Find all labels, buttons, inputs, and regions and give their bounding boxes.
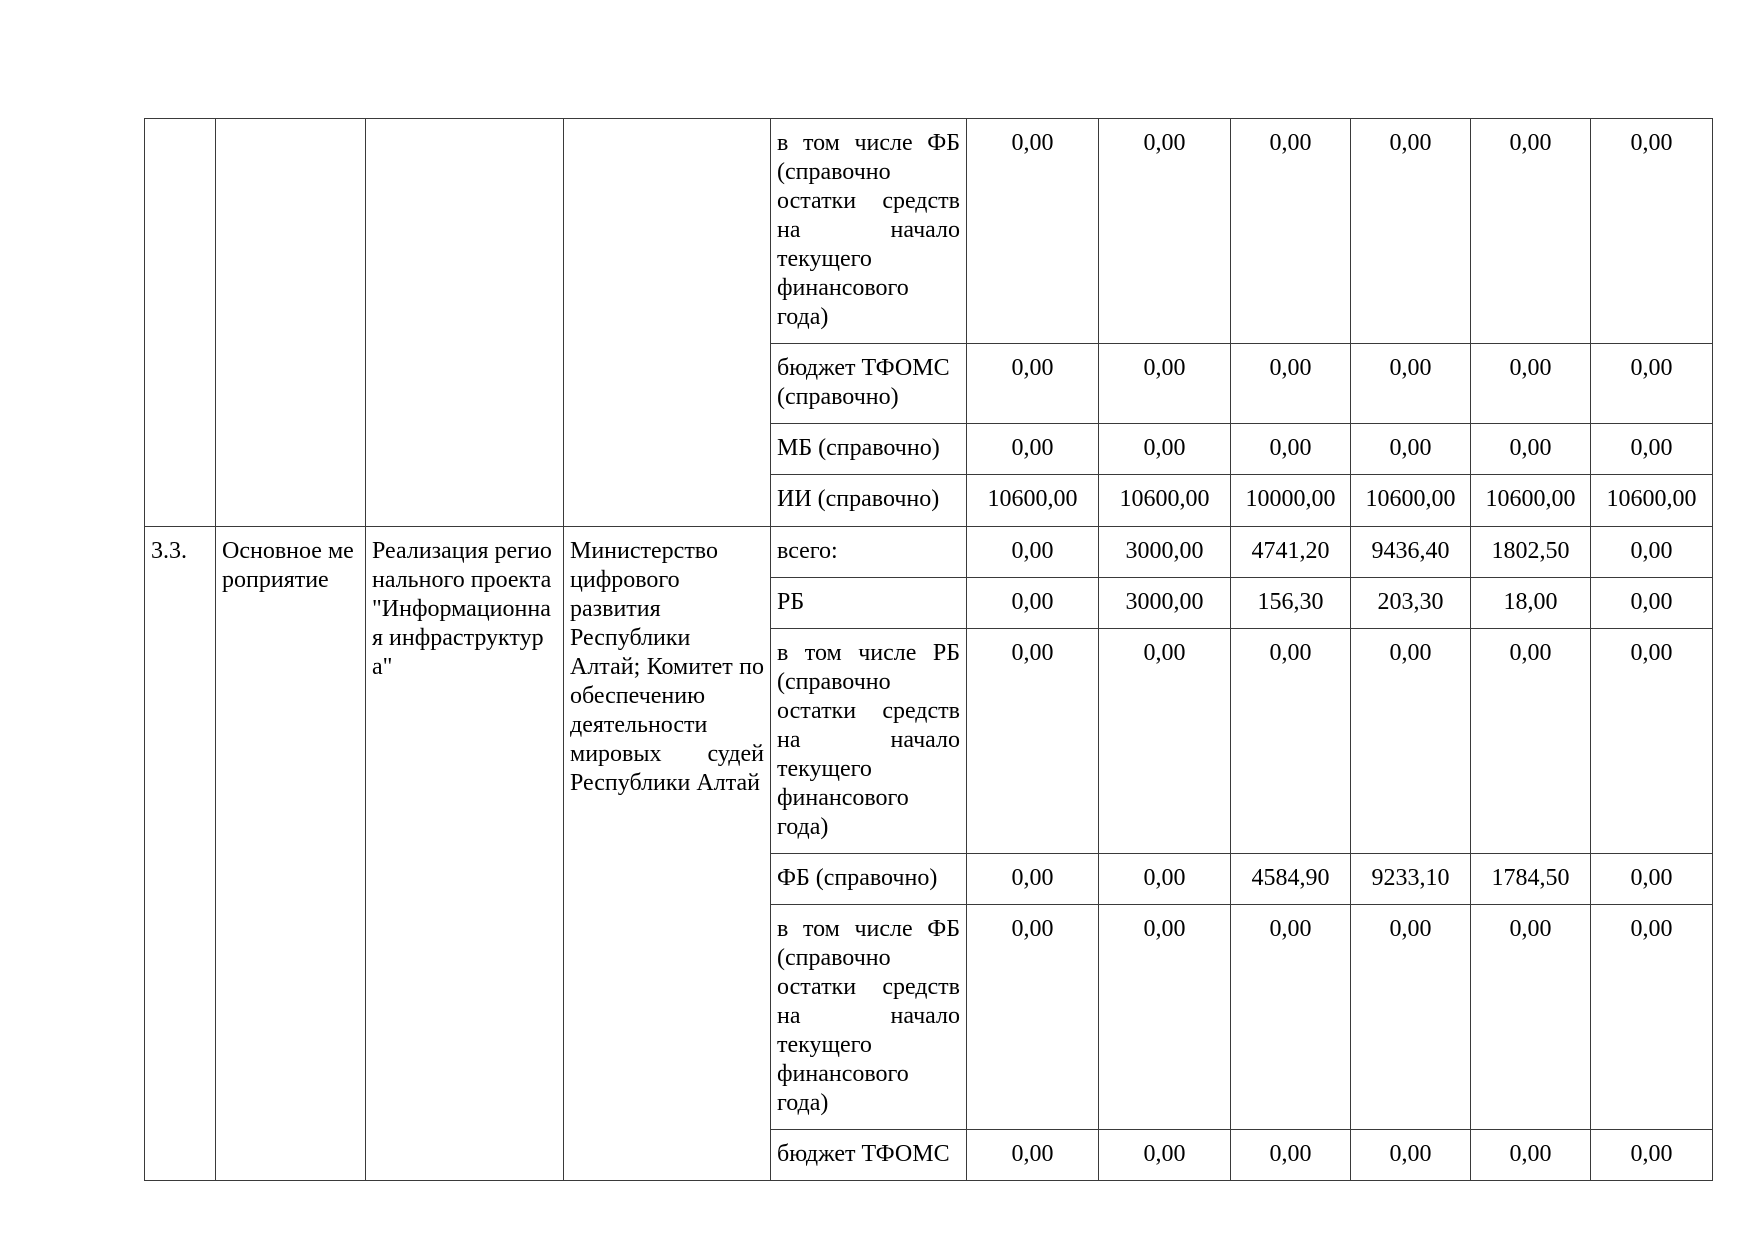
value-cell: 0,00 [967,1130,1099,1181]
funding-source-cell: бюджет ТФОМС (справочно) [771,344,967,424]
executor-cell-empty [564,119,771,527]
value-cell: 0,00 [1591,344,1713,424]
funding-source-cell: МБ (справочно) [771,424,967,475]
table-row [145,527,1713,578]
value-cell: 0,00 [1351,905,1471,1130]
value-cell: 0,00 [1099,905,1231,1130]
value-cell: 0,00 [1351,424,1471,475]
value-cell: 0,00 [1591,424,1713,475]
value-cell: 10600,00 [1099,475,1231,527]
value-cell: 0,00 [1471,424,1591,475]
measure-name: Реализация регионального проекта "Информационная инфраструктура" [366,527,564,1181]
value-cell: 0,00 [1471,1130,1591,1181]
value-cell: 18,00 [1471,578,1591,629]
value-cell: 156,30 [1231,578,1351,629]
value-cell: 0,00 [1471,905,1591,1130]
funding-source-cell: РБ [771,578,967,629]
value-cell: 10000,00 [1231,475,1351,527]
funding-source-cell: всего: [771,527,967,578]
value-cell: 0,00 [1591,527,1713,578]
table-row [145,119,1713,344]
value-cell: 0,00 [1471,344,1591,424]
value-cell: 0,00 [1099,344,1231,424]
value-cell: 9436,40 [1351,527,1471,578]
value-cell: 0,00 [967,527,1099,578]
value-cell: 0,00 [1099,629,1231,854]
value-cell: 4584,90 [1231,854,1351,905]
value-cell: 0,00 [1471,119,1591,344]
value-cell: 0,00 [967,905,1099,1130]
value-cell: 10600,00 [967,475,1099,527]
funding-source-cell: ФБ (справочно) [771,854,967,905]
value-cell: 10600,00 [1351,475,1471,527]
funding-source-cell: в том числе РБ (справочно остатки средств на начало текущего финансового года) [771,629,967,854]
value-cell: 1802,50 [1471,527,1591,578]
value-cell: 0,00 [967,424,1099,475]
value-cell: 0,00 [1099,424,1231,475]
funding-source-cell: ИИ (справочно) [771,475,967,527]
value-cell: 0,00 [1351,344,1471,424]
value-cell: 1784,50 [1471,854,1591,905]
value-cell: 0,00 [967,344,1099,424]
value-cell: 0,00 [1591,119,1713,344]
value-cell: 3000,00 [1099,578,1231,629]
value-cell: 0,00 [1099,119,1231,344]
value-cell: 0,00 [1351,1130,1471,1181]
index-cell-empty [145,119,216,527]
value-cell: 3000,00 [1099,527,1231,578]
value-cell: 4741,20 [1231,527,1351,578]
funding-source-cell: бюджет ТФОМС [771,1130,967,1181]
value-cell: 0,00 [1231,905,1351,1130]
value-cell: 0,00 [1591,578,1713,629]
value-cell: 0,00 [1591,905,1713,1130]
value-cell: 10600,00 [1471,475,1591,527]
value-cell: 203,30 [1351,578,1471,629]
value-cell: 10600,00 [1591,475,1713,527]
value-cell: 0,00 [967,629,1099,854]
funding-source-cell: в том числе ФБ (справочно остатки средств на начало текущего финансового года) [771,119,967,344]
value-cell: 9233,10 [1351,854,1471,905]
value-cell: 0,00 [1231,344,1351,424]
value-cell: 0,00 [1099,854,1231,905]
value-cell: 0,00 [1591,854,1713,905]
value-cell: 0,00 [1231,629,1351,854]
measure-number: 3.3. [145,527,216,1181]
value-cell: 0,00 [1099,1130,1231,1181]
measure-type: Основное мероприятие [216,527,366,1181]
value-cell: 0,00 [1231,119,1351,344]
value-cell: 0,00 [967,119,1099,344]
value-cell: 0,00 [967,578,1099,629]
measure-executor: Министерство цифрового развития Республики Алтай; Комитет по обеспечению деятельности мировых судей Республики Алтай [564,527,771,1181]
value-cell: 0,00 [1231,1130,1351,1181]
value-cell: 0,00 [1591,1130,1713,1181]
value-cell: 0,00 [1231,424,1351,475]
name-cell-empty [366,119,564,527]
funding-source-cell: в том числе ФБ (справочно остатки средств на начало текущего финансового года) [771,905,967,1130]
value-cell: 0,00 [1351,119,1471,344]
type-cell-empty [216,119,366,527]
value-cell: 0,00 [1471,629,1591,854]
financing-table [144,118,1713,1181]
value-cell: 0,00 [1351,629,1471,854]
value-cell: 0,00 [1591,629,1713,854]
value-cell: 0,00 [967,854,1099,905]
